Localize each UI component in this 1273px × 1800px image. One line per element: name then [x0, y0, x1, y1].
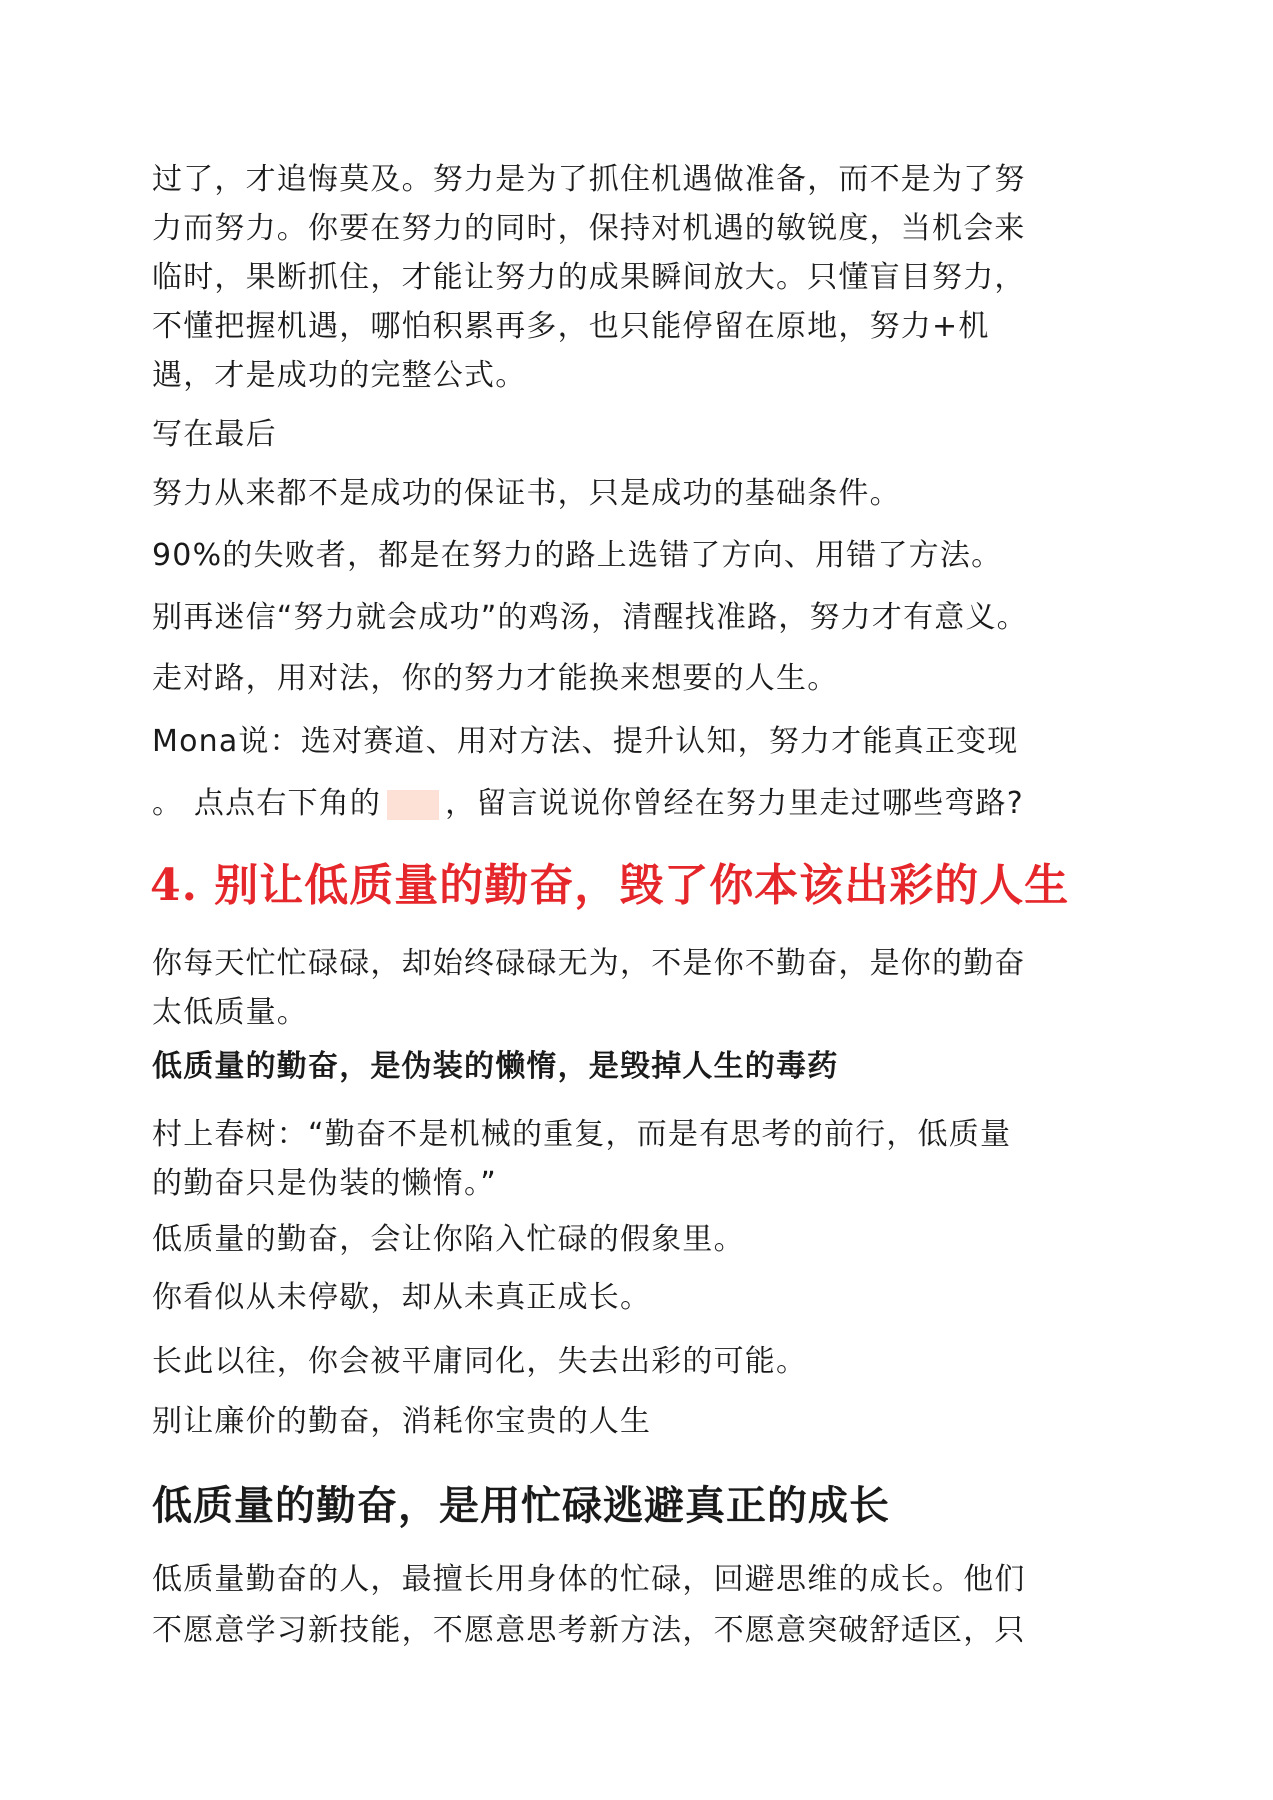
- body-line: 别让廉价的勤奋，消耗你宝贵的人生: [152, 1404, 652, 1439]
- paragraph-line: 遇，才是成功的完整公式。: [152, 358, 527, 393]
- closing-line: 别再迷信“努力就会成功”的鸡汤，清醒找准路，努力才有意义。: [152, 600, 1028, 635]
- paragraph-line: 不懂把握机遇，哪怕积累再多，也只能停留在原地，努力+机: [152, 309, 990, 344]
- quote-line: 村上春树：“勤奋不是机械的重复，而是有思考的前行，低质量: [152, 1117, 1012, 1152]
- cta-suffix: ，留言说说你曾经在努力里走过哪些弯路?: [445, 786, 1024, 821]
- call-to-action: [152, 782, 1024, 826]
- body-line: 低质量的勤奋，会让你陷入忙碌的假象里。: [152, 1222, 745, 1257]
- like-icon-placeholder: [387, 790, 439, 820]
- bold-subhead: 低质量的勤奋，是伪装的懒惰，是毁掉人生的毒药: [152, 1049, 839, 1084]
- paragraph-line: 临时，果断抓住，才能让努力的成果瞬间放大。只懂盲目努力，: [152, 260, 1026, 295]
- body-line: 你看似从未停歇，却从未真正成长。: [152, 1280, 652, 1315]
- body-line: 长此以往，你会被平庸同化，失去出彩的可能。: [152, 1344, 808, 1379]
- paragraph-line: 过了，才追悔莫及。努力是为了抓住机遇做准备，而不是为了努: [152, 162, 1026, 197]
- paragraph-line: 不愿意学习新技能，不愿意思考新方法，不愿意突破舒适区，只: [152, 1613, 1026, 1648]
- closing-line: Mona说：选对赛道、用对方法、提升认知，努力才能真正变现: [152, 724, 1019, 759]
- closing-line: 90%的失败者，都是在努力的路上选错了方向、用错了方法。: [152, 538, 1003, 573]
- paragraph-line: 低质量勤奋的人，最擅长用身体的忙碌，回避思维的成长。他们: [152, 1562, 1026, 1597]
- paragraph-line: 力而努力。你要在努力的同时，保持对机遇的敏锐度，当机会来: [152, 211, 1026, 246]
- section-intro-line: 你每天忙忙碌碌，却始终碌碌无为，不是你不勤奋，是你的勤奋: [152, 946, 1026, 981]
- quote-line: 的勤奋只是伪装的懒惰。”: [152, 1166, 497, 1201]
- subheading: 低质量的勤奋，是用忙碌逃避真正的成长: [152, 1483, 890, 1529]
- section-intro-line: 太低质量。: [152, 995, 308, 1030]
- cta-prefix: 。 点点右下角的: [152, 786, 382, 821]
- section-title: 4. 别让低质量的勤奋，毁了你本该出彩的人生: [150, 860, 1070, 911]
- closing-heading: 写在最后: [152, 417, 277, 452]
- closing-line: 努力从来都不是成功的保证书，只是成功的基础条件。: [152, 476, 901, 511]
- closing-line: 走对路，用对法，你的努力才能换来想要的人生。: [152, 661, 839, 696]
